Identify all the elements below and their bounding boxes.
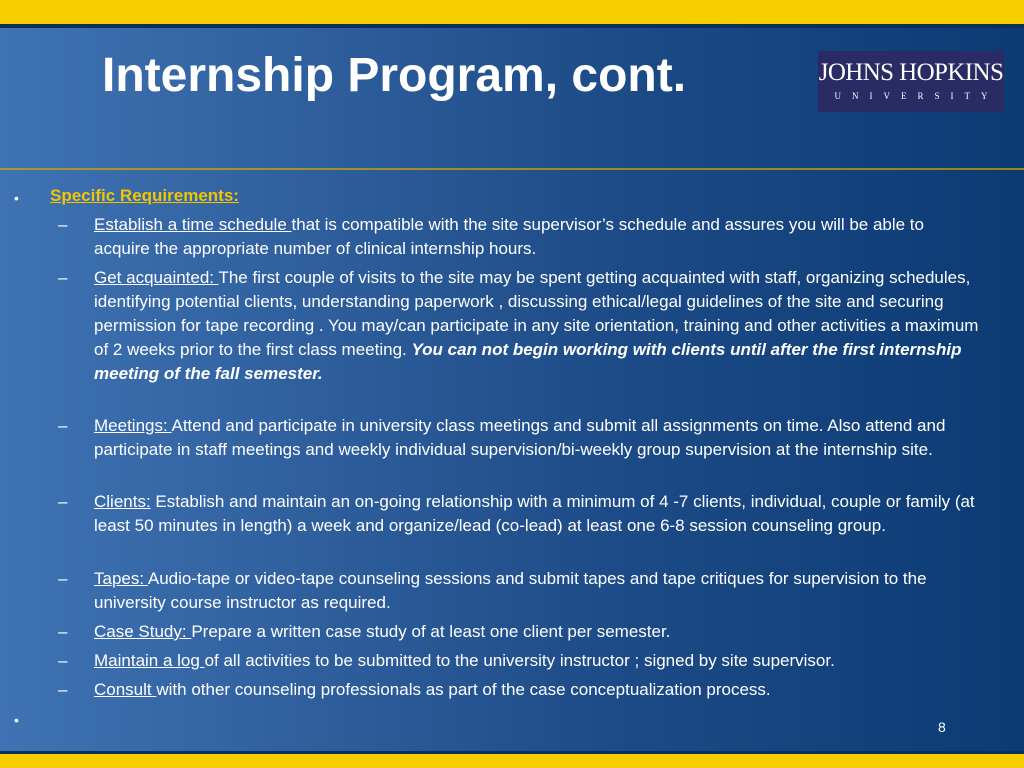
bottom-accent-bar <box>0 754 1024 768</box>
requirement-text: of all activities to be submitted to the university instructor ; signed by site supervisor. <box>204 651 835 670</box>
requirement-emphasis: You can not begin working with clients until after the first internship meeting of the fall semester. <box>94 340 962 383</box>
dash-icon: – <box>58 680 68 699</box>
requirement-label: Maintain a log <box>94 651 205 670</box>
requirement-label: Case Study: <box>94 622 192 641</box>
requirement-text: Prepare a written case study of at least one client per semester. <box>191 622 671 641</box>
requirement-item <box>94 266 984 386</box>
logo-name: JOHNS HOPKINS <box>818 59 1004 86</box>
requirement-text: Audio-tape or video-tape counseling sessions and submit tapes and tape critiques for supervision to the university course instructor as required. <box>94 569 927 612</box>
requirement-text: Establish and maintain an on-going relationship with a minimum of 4 -7 clients, individual, couple or family (at least 50 minutes in length) a week and organize/lead (co-lead) at least one 6-8 session counseling group. <box>94 492 975 535</box>
bullet-icon: • <box>14 190 19 206</box>
requirement-text: that is compatible with the site supervisor’s schedule and assures you will be able to acquire the appropriate number of clinical internship hours. <box>94 215 924 258</box>
requirement-item <box>94 678 984 702</box>
dash-icon: – <box>58 215 68 234</box>
requirement-item <box>94 490 984 538</box>
requirement-label: Clients: <box>94 492 151 511</box>
dash-icon: – <box>58 651 68 670</box>
requirement-item <box>94 649 984 673</box>
requirement-text: with other counseling professionals as part of the case conceptualization process. <box>156 680 771 699</box>
requirement-label: Tapes: <box>94 569 148 588</box>
requirement-text: The first couple of visits to the site may be spent getting acquainted with staff, organizing schedules, identifying potential clients, understanding paperwork , discussing ethical/legal guidelines of the site and securing permission for tape recording . You may/can participate in any site orientation, training and other activities a maximum of 2 weeks prior to the first class meeting. <box>94 268 979 359</box>
requirement-item <box>94 414 984 462</box>
dash-icon: – <box>58 268 68 287</box>
requirement-label: Establish a time schedule <box>94 215 292 234</box>
dash-icon: – <box>58 492 68 511</box>
requirement-item <box>94 213 984 261</box>
requirements-heading: Specific Requirements: <box>50 186 239 205</box>
requirement-item <box>94 620 984 644</box>
requirement-label: Get acquainted: <box>94 268 219 287</box>
requirement-label: Meetings: <box>94 416 172 435</box>
dash-icon: – <box>58 622 68 641</box>
dash-icon: – <box>58 416 68 435</box>
requirement-label: Consult <box>94 680 157 699</box>
page-number: 8 <box>938 719 946 735</box>
requirement-text: Attend and participate in university class meetings and submit all assignments on time. Also attend and participate in staff meetings and weekly individual supervision/bi-weekly group supervision at the internship site. <box>94 416 946 459</box>
requirement-item <box>94 567 984 615</box>
dash-icon: – <box>58 569 68 588</box>
empty-bullet-icon: • <box>14 712 19 728</box>
logo-subtitle: UNIVERSITY <box>834 91 999 101</box>
slide-title: Internship Program, cont. <box>102 49 687 102</box>
